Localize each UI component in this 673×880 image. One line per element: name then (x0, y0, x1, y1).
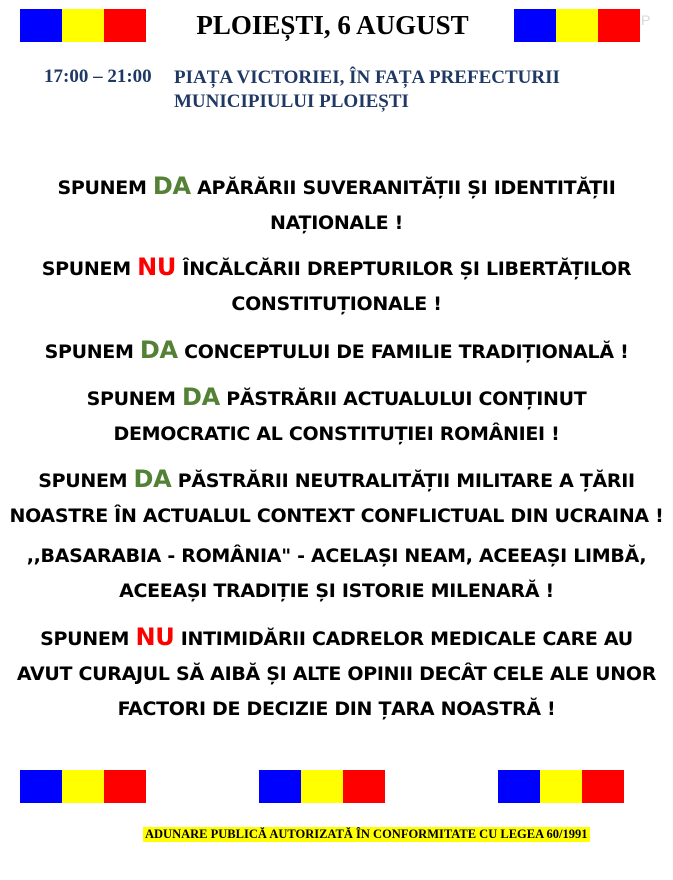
flag-blue-stripe (20, 770, 62, 803)
slogan-keyword-nu: NU (135, 623, 175, 651)
romanian-flag-top-left (20, 9, 146, 42)
flag-yellow-stripe (556, 9, 598, 42)
slogan-prefix: SPUNEM (41, 258, 138, 280)
slogan-text: CONSTITUȚIONALE ! (231, 293, 442, 315)
slogan-prefix: SPUNEM (40, 628, 136, 650)
romanian-flag-bottom-center (259, 770, 385, 803)
legal-notice: ADUNARE PUBLICĂ AUTORIZATĂ ÎN CONFORMITATE CU LEGEA 60/1991 (145, 827, 588, 841)
slogan-keyword-da: DA (152, 172, 191, 200)
slogan-text: NOASTRE ÎN ACTUALUL CONTEXT CONFLICTUAL DIN UCRAINA ! (9, 505, 664, 527)
event-time: 17:00 – 21:00 (44, 66, 152, 87)
flag-red-stripe (104, 770, 146, 803)
slogan-text: ÎNCĂLCĂRII DREPTURILOR ȘI LIBERTĂȚILOR (176, 258, 632, 280)
flag-yellow-stripe (540, 770, 582, 803)
flag-blue-stripe (259, 770, 301, 803)
event-location-line1: PIAȚA VICTORIEI, ÎN FAȚA PREFECTURII (174, 67, 560, 88)
slogan-prefix: SPUNEM (38, 470, 134, 492)
flag-yellow-stripe (62, 770, 104, 803)
slogan-keyword-da: DA (133, 465, 172, 493)
event-location (174, 66, 560, 114)
slogan-text: APĂRĂRII SUVERANITĂȚII ȘI IDENTITĂȚII (190, 177, 616, 199)
slogan-text: AVUT CURAJUL SĂ AIBĂ ȘI ALTE OPINII DECÂT CELE ALE UNOR (16, 663, 657, 685)
flag-blue-stripe (514, 9, 556, 42)
slogan-text: CONCEPTULUI DE FAMILIE TRADIȚIONALĂ ! (177, 341, 629, 363)
slogan-7 (0, 620, 673, 727)
slogan-prefix: SPUNEM (86, 388, 182, 410)
slogan-text: ,,BASARABIA - ROMÂNIA" - ACELAȘI NEAM, ACEEAȘI LIMBĂ, (26, 545, 647, 567)
flag-blue-stripe (498, 770, 540, 803)
slogan-text: FACTORI DE DECIZIE DIN ȚARA NOASTRĂ ! (117, 698, 556, 720)
slogan-keyword-nu: NU (137, 253, 177, 281)
flag-yellow-stripe (62, 9, 104, 42)
slogan-2 (0, 250, 673, 322)
slogan-3 (0, 333, 673, 370)
slogan-text: PĂSTRĂRII ACTUALULUI CONȚINUT (219, 388, 587, 410)
slogan-prefix: SPUNEM (57, 177, 153, 199)
slogan-6 (0, 539, 673, 609)
slogan-prefix: SPUNEM (44, 341, 140, 363)
slogan-text: NAȚIONALE ! (270, 212, 403, 234)
flag-red-stripe (343, 770, 385, 803)
flag-red-stripe (582, 770, 624, 803)
romanian-flag-bottom-left (20, 770, 146, 803)
page-title: PLOIEȘTI, 6 AUGUST (196, 10, 469, 40)
slogan-5 (0, 462, 673, 534)
flag-yellow-stripe (301, 770, 343, 803)
flag-red-stripe (598, 9, 640, 42)
romanian-flag-top-right (514, 9, 640, 42)
event-location-line2: MUNICIPIULUI PLOIEȘTI (174, 91, 409, 112)
slogan-text: DEMOCRATIC AL CONSTITUȚIEI ROMÂNIEI ! (113, 423, 560, 445)
slogan-text: ACEEAȘI TRADIȚIE ȘI ISTORIE MILENARĂ ! (119, 580, 554, 602)
romanian-flag-bottom-right (498, 770, 624, 803)
slogan-keyword-da: DA (139, 336, 178, 364)
flag-red-stripe (104, 9, 146, 42)
slogan-text: INTIMIDĂRII CADRELOR MEDICALE CARE AU (174, 628, 633, 650)
corner-mark: P (641, 12, 651, 28)
slogan-4 (0, 380, 673, 452)
slogan-1 (0, 169, 673, 241)
flag-blue-stripe (20, 9, 62, 42)
slogan-text: PĂSTRĂRII NEUTRALITĂȚII MILITARE A ȚĂRII (171, 470, 635, 492)
slogan-keyword-da: DA (181, 383, 220, 411)
